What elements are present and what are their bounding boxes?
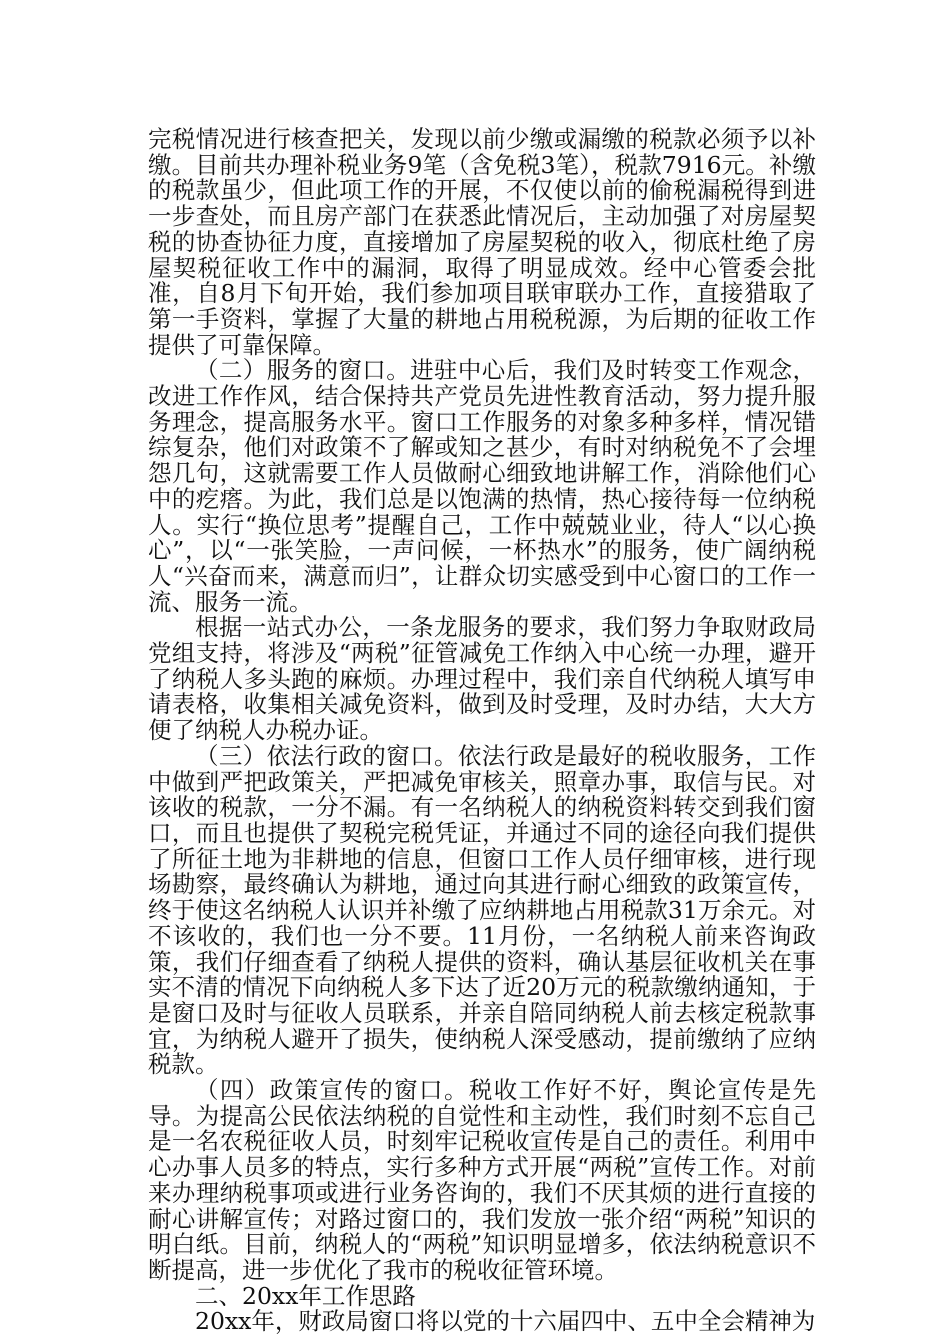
section-heading: 二、20xx年工作思路 <box>195 1281 416 1310</box>
paragraph-service-window: （二）服务的窗口。进驻中心后，我们及时转变工作观念，改进工作作风，结合保持共产党员先进性教育活动，努力提升服务理念，提高服务水平。窗口工作服务的对象多种多样，情况错综复杂，他们对政策不了解或知之甚少，有时对纳税免不了会埋怨几句，这就需要工作人员做耐心细致地讲解工作，消除他们心中的疙瘩。为此，我们总是以饱满的热情，热心接待每一位纳税人。实行“换位思考”提醒自己，工作中兢兢业业，待人“以心换心”，以“一张笑脸，一声问候，一杯热水”的服务，使广阔纳税人“兴奋而来，满意而归”，让群众切实感受到中心窗口的工作一流、服务一流。 <box>148 356 816 616</box>
paragraph-law-administration: （三）依法行政的窗口。依法行政是最好的税收服务，工作中做到严把政策关，严把减免审核关，照章办事，取信与民。对该收的税款，一分不漏。有一名纳税人的纳税资料转交到我们窗口，而且也提供了契税完税凭证，并通过不同的途径向我们提供了所征土地为非耕地的信息，但窗口工作人员仔细审核，进行现场勘察，最终确认为耕地，通过向其进行耐心细致的政策宣传，终于使这名纳税人认识并补缴了应纳耕地占用税款31万余元。对不该收的，我们也一分不要。11月份，一名纳税人前来咨询政策，我们仔细查看了纳税人提供的资料，确认基层征收机关在事实不清的情况下向纳税人多下达了近20万元的税款缴纳通知，于是窗口及时与征收人员联系，并亲自陪同纳税人前去核定税款事宜，为纳税人避开了损失，使纳税人深受感动，提前缴纳了应纳税款。 <box>148 741 816 1079</box>
paragraph-one-stop-service: 根据一站式办公，一条龙服务的要求，我们努力争取财政局党组支持，将涉及“两税”征管减免工作纳入中心统一办理，避开了纳税人多头跑的麻烦。办理过程中，我们亲自代纳税人填写申请表格，收集相关减免资料，做到及时受理，及时办结，大大方便了纳税人办税办证。 <box>148 613 816 745</box>
paragraph-tax-verification: 完税情况进行核查把关，发现以前少缴或漏缴的税款必须予以补缴。目前共办理补税业务9笔（含免税3笔），税款7916元。补缴的税款虽少，但此项工作的开展，不仅使以前的偷税漏税得到进一步查处，而且房产部门在获悉此情况后，主动加强了对房屋契税的协查协征力度，直接增加了房屋契税的收入，彻底杜绝了房屋契税征收工作中的漏洞，取得了明显成效。经中心管委会批准，自8月下旬开始，我们参加项目联审联办工作，直接猎取了第一手资料，掌握了大量的耕地占用税税源，为后期的征收工作提供了可靠保障。 <box>148 125 816 359</box>
paragraph-policy-publicity: （四）政策宣传的窗口。税收工作好不好，舆论宣传是先导。为提高公民依法纳税的自觉性和主动性，我们时刻不忘自己是一名农税征收人员，时刻牢记税收宣传是自己的责任。利用中心办事人员多的特点，实行多种方式开展“两税”宣传工作。对前来办理纳税事项或进行业务咨询的，我们不厌其烦的进行直接的耐心讲解宣传；对路过窗口的，我们发放一张介绍“两税”知识的明白纸。目前，纳税人的“两税”知识明显增多，依法纳税意识不断提高，进一步优化了我市的税收征管环境。 <box>148 1076 816 1284</box>
document-body <box>148 127 816 1335</box>
paragraph-work-plan-start: 20xx年，财政局窗口将以党的十六届四中、五中全会精神为 <box>195 1307 816 1336</box>
